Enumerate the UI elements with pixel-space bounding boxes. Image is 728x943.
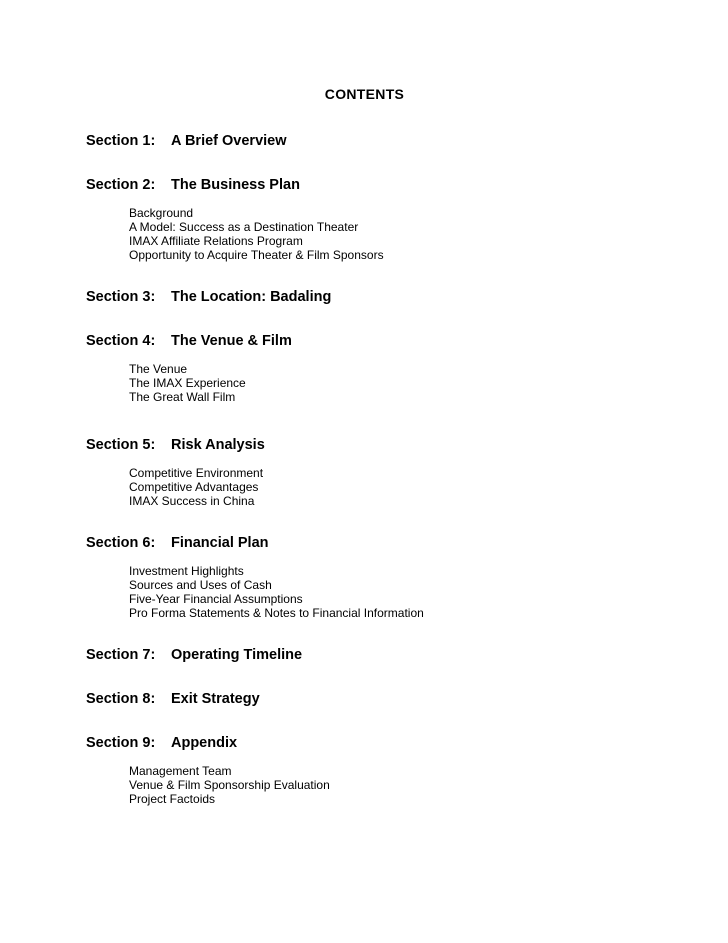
section-5-heading	[86, 436, 265, 454]
section-title: Appendix	[171, 735, 238, 751]
section-4-items	[129, 362, 246, 404]
section-number: Section 6:	[86, 535, 156, 551]
section-9-heading	[86, 734, 237, 752]
list-item: IMAX Affiliate Relations Program	[129, 234, 303, 248]
list-item: Background	[129, 206, 194, 220]
section-6-heading	[86, 534, 269, 552]
section-title: The Venue & Film	[171, 333, 292, 349]
list-item: Project Factoids	[129, 792, 216, 806]
section-number: Section 4:	[86, 333, 156, 349]
section-number: Section 8:	[86, 691, 156, 707]
section-9-items	[129, 764, 330, 806]
section-title: Financial Plan	[171, 535, 269, 551]
section-title: The Location: Badaling	[171, 289, 332, 305]
section-number: Section 7:	[86, 647, 156, 663]
section-title: Exit Strategy	[171, 691, 260, 707]
section-title: The Business Plan	[171, 177, 300, 193]
list-item: A Model: Success as a Destination Theater	[129, 220, 359, 234]
section-8-heading	[86, 690, 260, 708]
section-1-heading	[86, 132, 287, 150]
list-item: Pro Forma Statements & Notes to Financial Information	[129, 606, 424, 620]
list-item: Competitive Advantages	[129, 480, 259, 494]
section-2-items	[129, 206, 384, 262]
section-7-heading	[86, 646, 302, 664]
section-title: A Brief Overview	[171, 133, 287, 149]
section-number: Section 9:	[86, 735, 156, 751]
list-item: Five-Year Financial Assumptions	[129, 592, 303, 606]
section-3-heading	[86, 288, 331, 306]
section-title: Operating Timeline	[171, 647, 303, 663]
list-item: Competitive Environment	[129, 466, 264, 480]
page-title: CONTENTS	[324, 86, 405, 102]
list-item: Sources and Uses of Cash	[129, 578, 272, 592]
section-5-items	[129, 466, 263, 508]
list-item: Management Team	[129, 764, 232, 778]
section-4-heading	[86, 332, 292, 350]
list-item: IMAX Success in China	[129, 494, 255, 508]
section-2-heading	[86, 176, 300, 194]
list-item: Venue & Film Sponsorship Evaluation	[129, 778, 330, 792]
section-number: Section 3:	[86, 289, 156, 305]
list-item: Opportunity to Acquire Theater & Film Sponsors	[129, 248, 384, 262]
section-number: Section 1:	[86, 133, 156, 149]
section-title: Risk Analysis	[171, 437, 265, 453]
section-number: Section 2:	[86, 177, 156, 193]
list-item: The IMAX Experience	[129, 376, 246, 390]
section-6-items	[129, 564, 424, 620]
section-number: Section 5:	[86, 437, 156, 453]
list-item: Investment Highlights	[129, 564, 244, 578]
list-item: The Venue	[129, 362, 188, 376]
list-item: The Great Wall Film	[129, 390, 236, 404]
